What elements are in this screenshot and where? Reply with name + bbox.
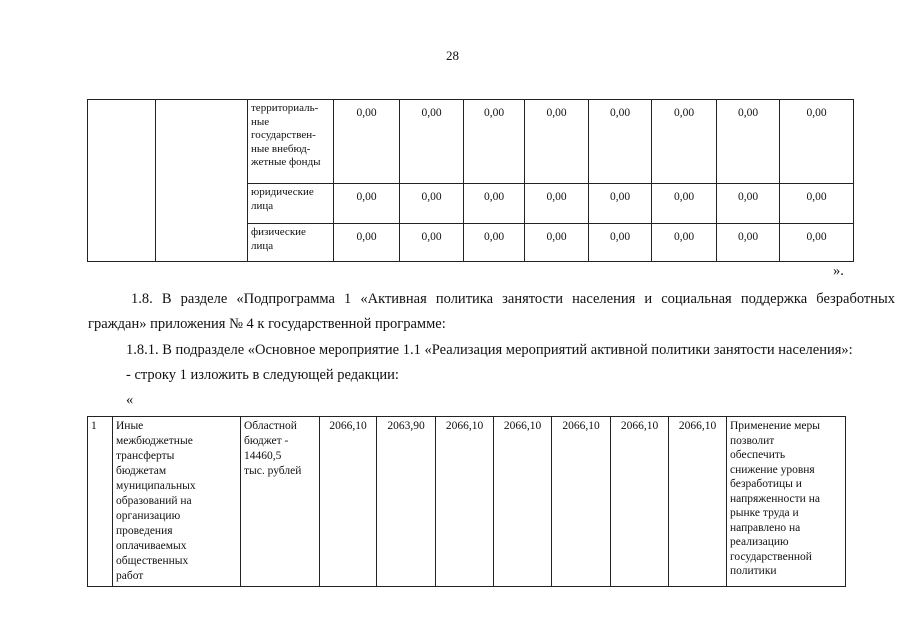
table-cell: 0,00 <box>525 184 589 224</box>
table-cell: 0,00 <box>464 224 525 262</box>
table-cell: 0,00 <box>780 100 854 184</box>
row-label: территориаль- ные государствен- ные внебюд- жетные фонды <box>248 100 334 184</box>
table-cell: 2066,10 <box>494 417 552 587</box>
measure-name: Иные межбюджетные трансферты бюджетам муниципальных образований на организацию проведения оплачиваемых общественных работ <box>113 417 241 587</box>
table-row <box>88 417 846 587</box>
table-cell: 2066,10 <box>611 417 669 587</box>
empty-cell <box>88 100 156 262</box>
table-cell: 0,00 <box>717 184 780 224</box>
table-cell: 0,00 <box>525 100 589 184</box>
table-cell: 0,00 <box>400 224 464 262</box>
table-cell: 0,00 <box>652 100 717 184</box>
open-quote: « <box>126 392 134 408</box>
table-cell: 0,00 <box>334 184 400 224</box>
table-cell: 0,00 <box>652 184 717 224</box>
paragraph-line: 1.8.1. В подразделе «Основное мероприятие 1.1 «Реализация мероприятий активной политики занятости населения»: <box>126 342 853 358</box>
table-cell: 0,00 <box>589 100 652 184</box>
table-cell: 0,00 <box>717 224 780 262</box>
paragraph-line: граждан» приложения № 4 к государственной программе: <box>88 316 446 332</box>
table-cell: 0,00 <box>525 224 589 262</box>
table-cell: 0,00 <box>589 224 652 262</box>
row-number: 1 <box>88 417 113 587</box>
table-cell: 0,00 <box>589 184 652 224</box>
funding-source: Областной бюджет - 14460,5 тыс. рублей <box>241 417 320 587</box>
table-row <box>88 100 854 184</box>
table-cell: 0,00 <box>717 100 780 184</box>
table-cell: 0,00 <box>400 184 464 224</box>
table-cell: 0,00 <box>464 100 525 184</box>
table-cell: 2066,10 <box>436 417 494 587</box>
closing-quote: ». <box>833 263 844 279</box>
financing-table <box>87 99 854 262</box>
expected-result: Применение меры позволит обеспечить снижение уровня безработицы и напряженности на рынке труда и направлено на реализацию государственной политики <box>727 417 846 587</box>
table-cell: 2066,10 <box>669 417 727 587</box>
table-cell: 2066,10 <box>552 417 611 587</box>
empty-cell <box>156 100 248 262</box>
table-cell: 2066,10 <box>320 417 377 587</box>
table-cell: 0,00 <box>334 224 400 262</box>
table-cell: 0,00 <box>334 100 400 184</box>
table-cell: 0,00 <box>652 224 717 262</box>
row-label: юридические лица <box>248 184 334 224</box>
table-cell: 0,00 <box>780 184 854 224</box>
paragraph-line: - строку 1 изложить в следующей редакции: <box>126 367 399 383</box>
table-cell: 0,00 <box>780 224 854 262</box>
table-cell: 0,00 <box>464 184 525 224</box>
page-number: 28 <box>446 48 459 63</box>
row-label: физические лица <box>248 224 334 262</box>
table-cell: 0,00 <box>400 100 464 184</box>
table-cell: 2063,90 <box>377 417 436 587</box>
paragraph-line: 1.8. В разделе «Подпрограмма 1 «Активная политика занятости населения и социальная поддержка безработных <box>131 291 895 307</box>
measure-table <box>87 416 846 587</box>
